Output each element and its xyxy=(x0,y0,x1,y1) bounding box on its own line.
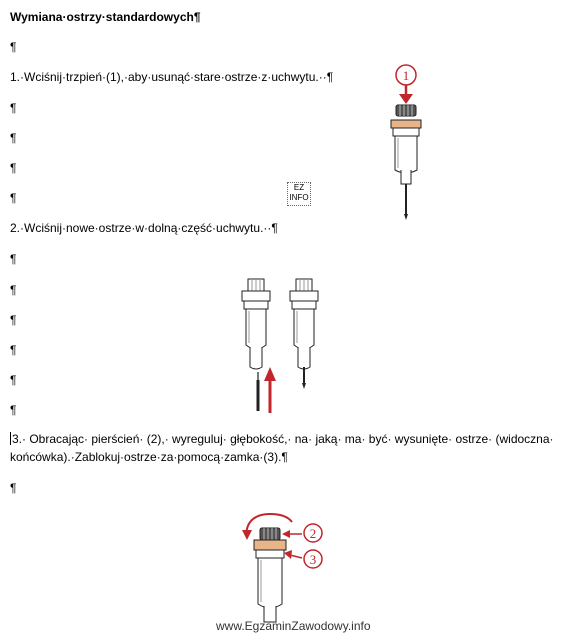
callout-label-3: 3 xyxy=(309,552,317,567)
empty-paragraph: ¶ xyxy=(10,131,17,145)
figure-adjust-depth xyxy=(234,508,334,622)
empty-paragraph: ¶ xyxy=(10,252,17,266)
rotate-arrow-head xyxy=(242,530,252,540)
step-2-text: 2.·Wciśnij·nowe·ostrze·w·dolną·część·uchwytu.··¶ xyxy=(10,221,278,235)
step-3-line-2: końcówka).·Zablokuj·ostrze·za·pomocą·zamka·(3).¶ xyxy=(10,450,288,464)
figure-remove-blade xyxy=(375,62,445,222)
empty-paragraph: ¶ xyxy=(10,403,17,417)
empty-paragraph: ¶ xyxy=(10,343,17,357)
lock-ring xyxy=(393,128,419,136)
callout-label-2: 2 xyxy=(309,526,317,541)
empty-paragraph: ¶ xyxy=(10,283,17,297)
step-3-line-1-text: 3.· Obracając· pierścień· (2),· wyreguluj· głębokość,· na· jaką· ma· być· wysunięte· ostrze· (widoczna· xyxy=(12,432,554,446)
fig3-adjust-ring xyxy=(254,540,286,550)
watermark: www.EgzaminZawodowy.info xyxy=(216,619,371,633)
empty-paragraph: ¶ xyxy=(10,101,17,115)
callout-label-1: 1 xyxy=(402,68,410,83)
insert-arrow-head xyxy=(264,367,276,381)
empty-paragraph: ¶ xyxy=(10,161,17,175)
fig3-lock xyxy=(256,550,284,558)
arrow-head xyxy=(399,94,413,104)
empty-paragraph: ¶ xyxy=(10,313,17,327)
knurled-knob xyxy=(396,105,416,116)
adjust-ring xyxy=(391,120,421,128)
step-3-line-1 xyxy=(10,432,554,446)
figure-insert-blade xyxy=(232,275,332,423)
empty-paragraph: ¶ xyxy=(10,373,17,387)
fig3-knob xyxy=(260,528,280,540)
empty-paragraph: ¶ xyxy=(10,40,17,54)
document-title: Wymiana·ostrzy·standardowych¶ xyxy=(10,10,201,24)
stamp-bottom: INFO xyxy=(289,193,309,202)
empty-paragraph: ¶ xyxy=(10,191,17,205)
empty-paragraph: ¶ xyxy=(10,481,17,495)
text-cursor xyxy=(10,432,11,445)
step-1-text: 1.·Wciśnij·trzpień·(1),·aby·usunąć·stare·ostrze·z·uchwytu.··¶ xyxy=(10,70,334,84)
ez-info-stamp xyxy=(287,182,311,206)
stamp-top: EZ xyxy=(293,183,305,192)
fig3-holder-body xyxy=(258,558,282,608)
